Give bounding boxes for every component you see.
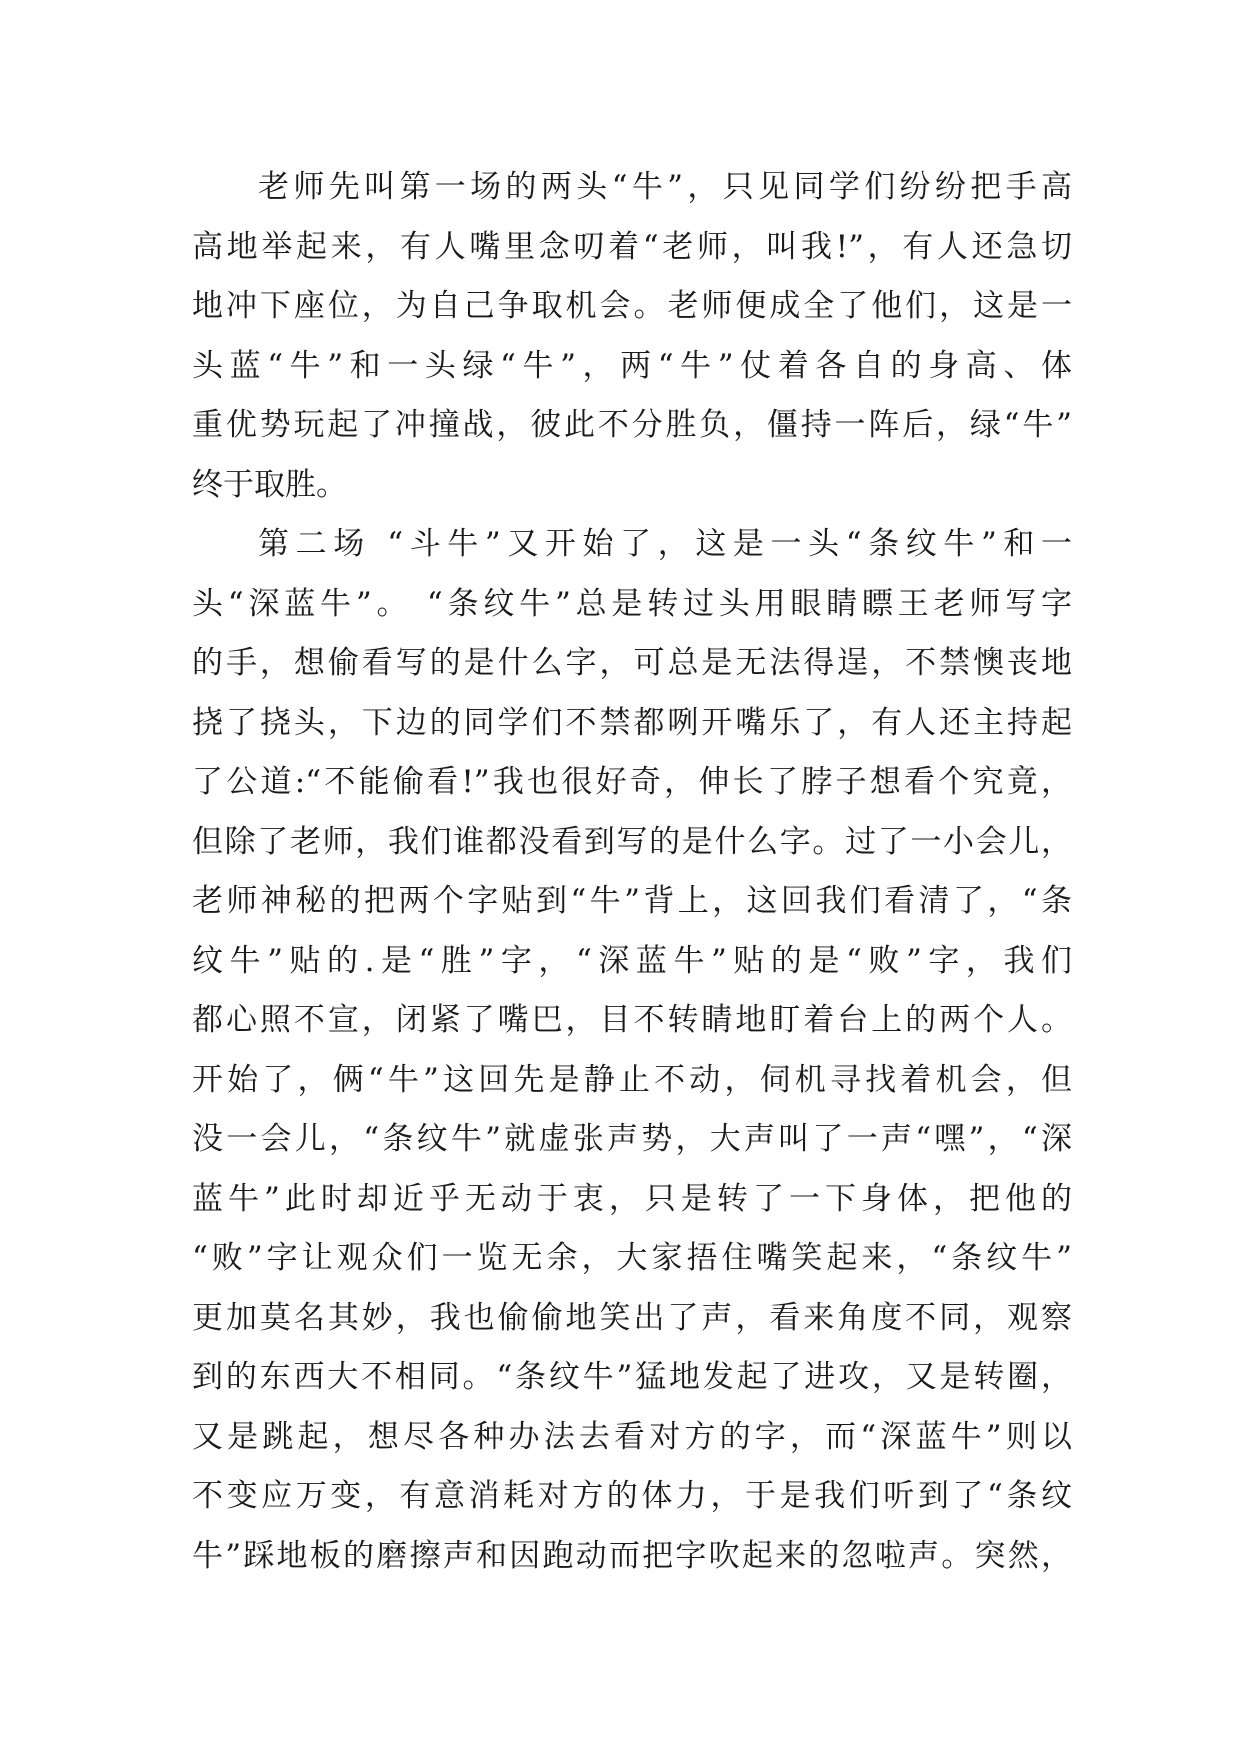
text-line: 纹牛”贴的.是“胜”字，“深蓝牛”贴的是“败”字，我们 bbox=[192, 942, 1072, 979]
text-line: “败”字让观众们一览无余，大家捂住嘴笑起来，“条纹牛” bbox=[192, 1240, 1072, 1276]
text-line: 又是跳起，想尽各种办法去看对方的字，而“深蓝牛”则以 bbox=[192, 1418, 1072, 1455]
paragraph-2 bbox=[192, 515, 1072, 1586]
text-line: 开始了，俩“牛”这回先是静止不动，伺机寻找着机会，但 bbox=[192, 1061, 1072, 1098]
text-line: 但除了老师，我们谁都没看到写的是什么字。过了一小会儿， bbox=[192, 823, 1072, 860]
text-line: 头“深蓝牛”。 “条纹牛”总是转过头用眼睛瞟王老师写字 bbox=[192, 585, 1072, 622]
text-line: 更加莫名其妙，我也偷偷地笑出了声，看来角度不同，观察 bbox=[192, 1299, 1072, 1336]
text-line: 重优势玩起了冲撞战，彼此不分胜负，僵持一阵后，绿“牛” bbox=[192, 407, 1072, 443]
text-line: 的手，想偷看写的是什么字，可总是无法得逞，不禁懊丧地 bbox=[192, 645, 1072, 681]
text-line: 头蓝“牛”和一头绿“牛”，两“牛”仗着各自的身高、体 bbox=[192, 347, 1072, 384]
text-line: 终于取胜。 bbox=[192, 466, 347, 503]
text-line: 没一会儿，“条纹牛”就虚张声势，大声叫了一声“嘿”，“深 bbox=[192, 1121, 1072, 1157]
text-line: 第二场 “斗牛”又开始了，这是一头“条纹牛”和一 bbox=[258, 526, 1072, 562]
text-line: 都心照不宣，闭紧了嘴巴，目不转睛地盯着台上的两个人。 bbox=[192, 1002, 1072, 1038]
text-line: 牛”踩地板的磨擦声和因跑动而把字吹起来的忽啦声。突然， bbox=[192, 1537, 1072, 1574]
text-line: 老师先叫第一场的两头“牛”，只见同学们纷纷把手高 bbox=[258, 169, 1072, 205]
text-line: 老师神秘的把两个字贴到“牛”背上，这回我们看清了，“条 bbox=[192, 883, 1072, 919]
text-line: 挠了挠头，下边的同学们不禁都咧开嘴乐了，有人还主持起 bbox=[192, 704, 1072, 741]
paragraph-1 bbox=[192, 158, 1072, 515]
text-line: 地冲下座位，为自己争取机会。老师便成全了他们，这是一 bbox=[192, 288, 1072, 324]
text-line: 不变应万变，有意消耗对方的体力，于是我们听到了“条纹 bbox=[192, 1478, 1072, 1514]
text-line: 高地举起来，有人嘴里念叨着“老师，叫我!”，有人还急切 bbox=[192, 228, 1072, 265]
text-line: 蓝牛”此时却近乎无动于衷，只是转了一下身体，把他的 bbox=[192, 1180, 1072, 1217]
text-line: 了公道:“不能偷看!”我也很好奇，伸长了脖子想看个究竟， bbox=[192, 764, 1072, 800]
text-line: 到的东西大不相同。“条纹牛”猛地发起了进攻，又是转圈， bbox=[192, 1359, 1072, 1395]
document-body bbox=[192, 158, 1072, 1586]
